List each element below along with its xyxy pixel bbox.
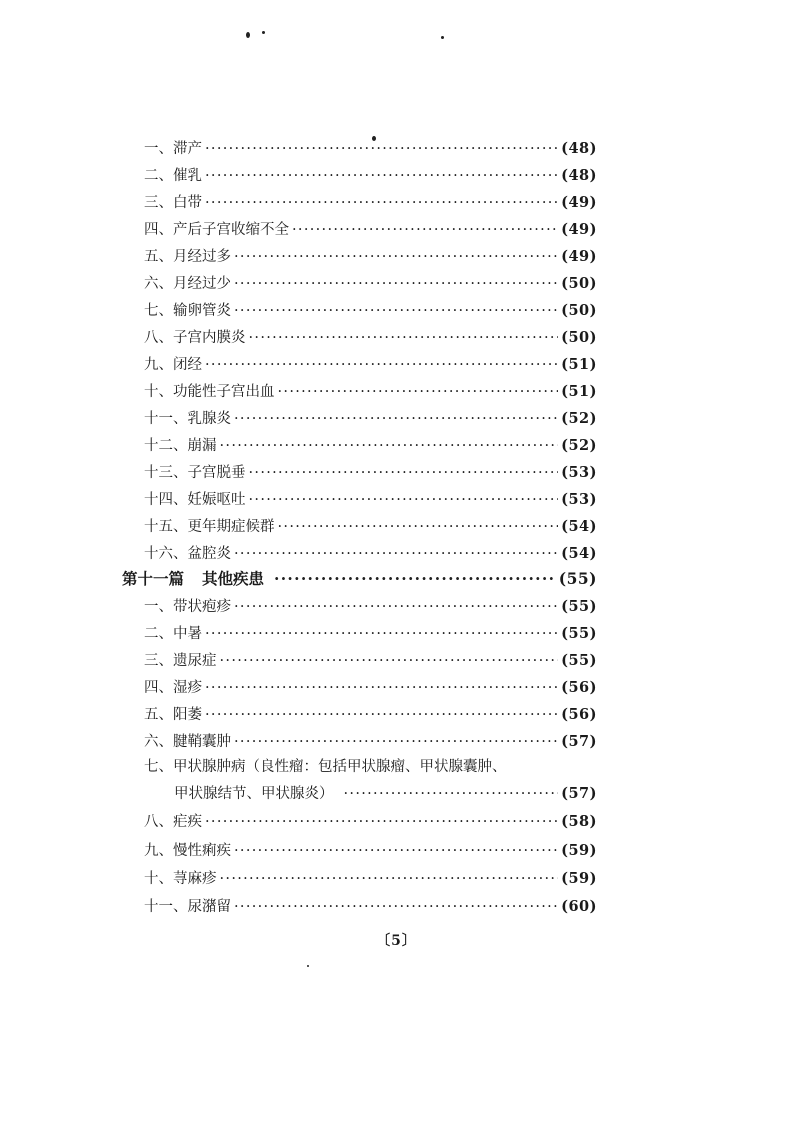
toc-entry (144, 191, 597, 215)
toc-entry (144, 867, 597, 891)
toc-entry-label: 三、遗尿症 (144, 653, 217, 669)
toc-entry (144, 407, 597, 431)
toc-entry-label: 十、荨麻疹 (144, 871, 217, 887)
toc-entry (144, 218, 597, 242)
toc-entry-label: 十一、尿潴留 (144, 899, 231, 915)
chapter-page: (55) (558, 569, 597, 588)
toc-entry-label: 七、输卵管炎 (144, 303, 231, 319)
toc-entry-label: 八、子宫内膜炎 (144, 330, 246, 346)
toc-entry-page: (60) (561, 898, 597, 915)
chapter-number: 第十一篇 (122, 569, 185, 588)
toc-entry-page: (52) (561, 410, 597, 427)
toc-entry (144, 755, 597, 779)
leader-dots (234, 245, 558, 269)
toc-entry-page: (53) (561, 491, 597, 508)
toc-entry-label-cont: 甲状腺结节、甲状腺炎） (174, 786, 334, 802)
toc-entry-page: (50) (561, 275, 597, 292)
toc-entry-label: 二、催乳 (144, 168, 202, 184)
toc-entry-page: (52) (561, 437, 597, 454)
toc-entry (144, 595, 597, 619)
toc-entry-label: 四、湿疹 (144, 680, 202, 696)
toc-entry (144, 272, 597, 296)
toc-entry-page: (49) (561, 221, 597, 238)
scan-speck (441, 36, 444, 39)
toc-entry (144, 137, 597, 161)
toc-entry (144, 676, 597, 700)
toc-entry-page: (48) (561, 167, 597, 184)
leader-dots (249, 461, 559, 485)
toc-entry-page: (50) (561, 302, 597, 319)
toc-entry (144, 649, 597, 673)
toc-entry (144, 895, 597, 919)
toc-entry-page: (51) (561, 383, 597, 400)
toc-entry-page: (57) (561, 785, 597, 802)
scan-speck (262, 31, 265, 34)
toc-entry-label: 十、功能性子宫出血 (144, 384, 275, 400)
toc-entry-page: (48) (561, 140, 597, 157)
leader-dots (249, 326, 559, 350)
leader-dots (205, 622, 558, 646)
toc-entry-label: 二、中暑 (144, 626, 202, 642)
leader-dots (205, 353, 558, 377)
toc-entry-page: (54) (561, 518, 597, 535)
toc-entry-label: 八、疟疾 (144, 814, 202, 830)
leader-dots (205, 164, 558, 188)
leader-dots (292, 218, 558, 242)
scan-speck (246, 32, 250, 38)
toc-entry (144, 326, 597, 350)
toc-entry (144, 434, 597, 458)
leader-dots (220, 649, 559, 673)
toc-entry (144, 380, 597, 404)
toc-entry-page: (51) (561, 356, 597, 373)
scan-speck (307, 965, 309, 967)
leader-dots (234, 895, 558, 919)
leader-dots (274, 567, 556, 591)
toc-entry-label: 九、闭经 (144, 357, 202, 373)
toc-entry-page: (53) (561, 464, 597, 481)
leader-dots (220, 434, 559, 458)
toc-entry-label: 十六、盆腔炎 (144, 546, 231, 562)
toc-entry-label: 十一、乳腺炎 (144, 411, 231, 427)
toc-entry-page: (59) (561, 842, 597, 859)
toc-entry-label: 一、带状疱疹 (144, 599, 231, 615)
toc-entry-label: 六、月经过少 (144, 276, 231, 292)
toc-entry-label: 一、滞产 (144, 141, 202, 157)
leader-dots (205, 137, 558, 161)
leader-dots (234, 272, 558, 296)
toc-entry-label: 五、阳萎 (144, 707, 202, 723)
toc-entry (144, 245, 597, 269)
toc-entry-page: (59) (561, 870, 597, 887)
toc-entry-label: 十四、妊娠呕吐 (144, 492, 246, 508)
chapter-heading (122, 567, 597, 591)
toc-entry-page: (55) (561, 652, 597, 669)
toc-entry (144, 515, 597, 539)
toc-entry-continuation (174, 782, 597, 806)
leader-dots (278, 380, 559, 404)
leader-dots (205, 191, 558, 215)
toc-entry (144, 299, 597, 323)
toc-entry-label: 五、月经过多 (144, 249, 231, 265)
toc-entry-label: 三、白带 (144, 195, 202, 211)
leader-dots (220, 867, 559, 891)
toc-entry (144, 703, 597, 727)
leader-dots (205, 676, 558, 700)
leader-dots (278, 515, 559, 539)
toc-entry (144, 164, 597, 188)
toc-entry (144, 488, 597, 512)
toc-entry-page: (55) (561, 625, 597, 642)
toc-entry (144, 461, 597, 485)
toc-entry (144, 730, 597, 754)
toc-entry-page: (55) (561, 598, 597, 615)
chapter-title: 其他疾患 (202, 569, 265, 588)
toc-entry-page: (56) (561, 679, 597, 696)
leader-dots (205, 810, 558, 834)
leader-dots (234, 542, 558, 566)
toc-entry (144, 353, 597, 377)
toc-entry-page: (50) (561, 329, 597, 346)
toc-entry (144, 810, 597, 834)
toc-entry-label: 四、产后子宫收缩不全 (144, 222, 289, 238)
leader-dots (344, 782, 559, 806)
toc-entry-label: 十五、更年期症候群 (144, 519, 275, 535)
toc-entry-label: 十三、子宫脱垂 (144, 465, 246, 481)
leader-dots (234, 407, 558, 431)
toc-entry-page: (57) (561, 733, 597, 750)
toc-entry-page: (49) (561, 248, 597, 265)
toc-entry (144, 622, 597, 646)
toc-entry-label: 九、慢性痢疾 (144, 843, 231, 859)
leader-dots (249, 488, 559, 512)
toc-entry (144, 542, 597, 566)
page-number: 〔5〕 (376, 933, 417, 949)
leader-dots (205, 703, 558, 727)
toc-entry-page: (56) (561, 706, 597, 723)
toc-entry-page: (49) (561, 194, 597, 211)
toc-entry (144, 839, 597, 863)
toc-entry-label: 六、腱鞘囊肿 (144, 734, 231, 750)
toc-entry-page: (58) (561, 813, 597, 830)
leader-dots (234, 839, 558, 863)
leader-dots (234, 595, 558, 619)
toc-entry-label: 七、甲状腺肿病（良性瘤：包括甲状腺瘤、甲状腺囊肿、 (144, 759, 507, 775)
leader-dots (234, 730, 558, 754)
leader-dots (234, 299, 558, 323)
toc-entry-page: (54) (561, 545, 597, 562)
toc-entry-label: 十二、崩漏 (144, 438, 217, 454)
